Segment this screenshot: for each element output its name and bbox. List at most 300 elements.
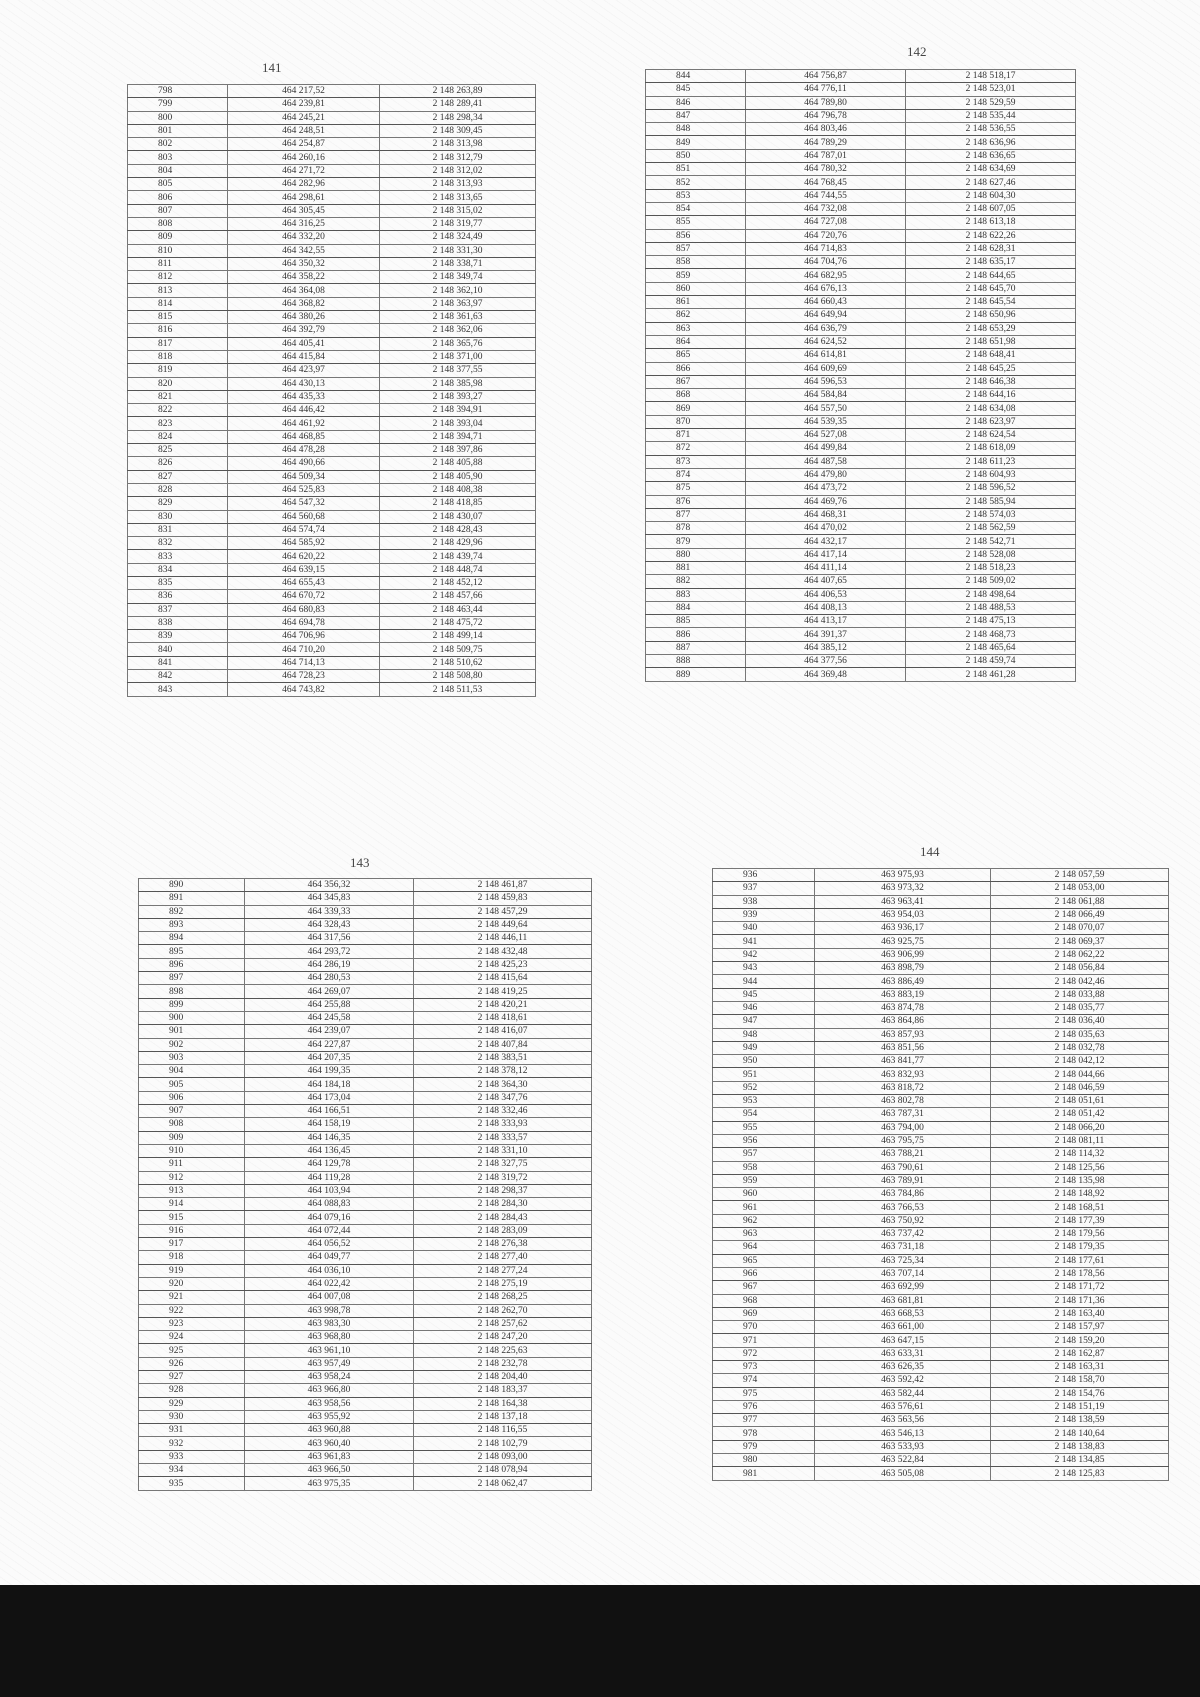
x-coordinate-cell: 464 254,87 — [228, 138, 380, 151]
y-coordinate-cell: 2 148 347,76 — [414, 1091, 592, 1104]
x-coordinate-cell: 464 499,84 — [746, 442, 906, 455]
y-coordinate-cell: 2 148 035,77 — [991, 1001, 1169, 1014]
y-coordinate-cell: 2 148 178,56 — [991, 1267, 1169, 1280]
x-coordinate-cell: 463 925,75 — [815, 935, 991, 948]
table-row — [139, 1291, 592, 1304]
table-row — [646, 335, 1076, 348]
y-coordinate-cell: 2 148 148,92 — [991, 1188, 1169, 1201]
y-coordinate-cell: 2 148 646,38 — [906, 375, 1076, 388]
y-coordinate-cell: 2 148 268,25 — [414, 1291, 592, 1304]
y-coordinate-cell: 2 148 535,44 — [906, 109, 1076, 122]
x-coordinate-cell: 463 975,93 — [815, 869, 991, 882]
y-coordinate-cell: 2 148 475,72 — [380, 616, 536, 629]
x-coordinate-cell: 464 129,78 — [245, 1158, 414, 1171]
y-coordinate-cell: 2 148 036,40 — [991, 1015, 1169, 1028]
x-coordinate-cell: 463 998,78 — [245, 1304, 414, 1317]
table-row — [713, 1081, 1169, 1094]
y-coordinate-cell: 2 148 618,09 — [906, 442, 1076, 455]
table-row — [128, 550, 536, 563]
point-number-cell: 817 — [128, 337, 228, 350]
y-coordinate-cell: 2 148 051,61 — [991, 1095, 1169, 1108]
table-row — [713, 1307, 1169, 1320]
point-number-cell: 857 — [646, 242, 746, 255]
x-coordinate-cell: 464 539,35 — [746, 415, 906, 428]
point-number-cell: 943 — [713, 962, 815, 975]
table-row — [139, 1131, 592, 1144]
point-number-cell: 934 — [139, 1464, 245, 1477]
point-number-cell: 809 — [128, 231, 228, 244]
table-row — [128, 643, 536, 656]
point-number-cell: 847 — [646, 109, 746, 122]
table-row — [139, 1065, 592, 1078]
x-coordinate-cell: 464 350,32 — [228, 257, 380, 270]
point-number-cell: 823 — [128, 417, 228, 430]
y-coordinate-cell: 2 148 164,38 — [414, 1397, 592, 1410]
table-row — [128, 337, 536, 350]
y-coordinate-cell: 2 148 276,38 — [414, 1238, 592, 1251]
x-coordinate-cell: 463 966,80 — [245, 1384, 414, 1397]
point-number-cell: 910 — [139, 1144, 245, 1157]
x-coordinate-cell: 464 780,32 — [746, 163, 906, 176]
point-number-cell: 929 — [139, 1397, 245, 1410]
point-number-cell: 973 — [713, 1360, 815, 1373]
point-number-cell: 951 — [713, 1068, 815, 1081]
point-number-cell: 862 — [646, 309, 746, 322]
x-coordinate-cell: 463 725,34 — [815, 1254, 991, 1267]
y-coordinate-cell: 2 148 627,46 — [906, 176, 1076, 189]
table-row — [139, 892, 592, 905]
table-row — [128, 377, 536, 390]
y-coordinate-cell: 2 148 624,54 — [906, 429, 1076, 442]
table-row — [646, 96, 1076, 109]
table-row — [713, 1347, 1169, 1360]
y-coordinate-cell: 2 148 645,25 — [906, 362, 1076, 375]
point-number-cell: 959 — [713, 1174, 815, 1187]
table-row — [713, 1467, 1169, 1480]
y-coordinate-cell: 2 148 042,46 — [991, 975, 1169, 988]
point-number-cell: 872 — [646, 442, 746, 455]
y-coordinate-cell: 2 148 428,43 — [380, 523, 536, 536]
table-row — [713, 1161, 1169, 1174]
y-coordinate-cell: 2 148 151,19 — [991, 1400, 1169, 1413]
x-coordinate-cell: 463 505,08 — [815, 1467, 991, 1480]
table-row — [713, 1334, 1169, 1347]
y-coordinate-cell: 2 148 257,62 — [414, 1317, 592, 1330]
point-number-cell: 875 — [646, 482, 746, 495]
point-number-cell: 972 — [713, 1347, 815, 1360]
point-number-cell: 813 — [128, 284, 228, 297]
x-coordinate-cell: 464 694,78 — [228, 616, 380, 629]
x-coordinate-cell: 464 525,83 — [228, 483, 380, 496]
y-coordinate-cell: 2 148 312,02 — [380, 164, 536, 177]
table-row — [646, 83, 1076, 96]
y-coordinate-cell: 2 148 061,88 — [991, 895, 1169, 908]
y-coordinate-cell: 2 148 057,59 — [991, 869, 1169, 882]
y-coordinate-cell: 2 148 183,37 — [414, 1384, 592, 1397]
x-coordinate-cell: 463 818,72 — [815, 1081, 991, 1094]
table-row — [128, 537, 536, 550]
table-row — [139, 1078, 592, 1091]
x-coordinate-cell: 464 332,20 — [228, 231, 380, 244]
y-coordinate-cell: 2 148 628,31 — [906, 242, 1076, 255]
point-number-cell: 955 — [713, 1121, 815, 1134]
table-row — [128, 124, 536, 137]
coordinates-table — [127, 84, 536, 697]
point-number-cell: 866 — [646, 362, 746, 375]
y-coordinate-cell: 2 148 446,11 — [414, 932, 592, 945]
x-coordinate-cell: 464 317,56 — [245, 932, 414, 945]
y-coordinate-cell: 2 148 162,87 — [991, 1347, 1169, 1360]
table-row — [128, 231, 536, 244]
table-row — [139, 1437, 592, 1450]
x-coordinate-cell: 463 563,56 — [815, 1414, 991, 1427]
y-coordinate-cell: 2 148 383,51 — [414, 1051, 592, 1064]
table-row — [646, 70, 1076, 83]
point-number-cell: 867 — [646, 375, 746, 388]
point-number-cell: 950 — [713, 1055, 815, 1068]
table-row — [139, 1251, 592, 1264]
x-coordinate-cell: 464 727,08 — [746, 216, 906, 229]
table-row — [713, 1254, 1169, 1267]
x-coordinate-cell: 464 328,43 — [245, 918, 414, 931]
point-number-cell: 898 — [139, 985, 245, 998]
point-number-cell: 912 — [139, 1171, 245, 1184]
x-coordinate-cell: 464 280,53 — [245, 972, 414, 985]
table-row — [713, 1360, 1169, 1373]
point-number-cell: 822 — [128, 404, 228, 417]
table-row — [128, 151, 536, 164]
point-number-cell: 969 — [713, 1307, 815, 1320]
y-coordinate-cell: 2 148 635,17 — [906, 256, 1076, 269]
point-number-cell: 965 — [713, 1254, 815, 1267]
y-coordinate-cell: 2 148 430,07 — [380, 510, 536, 523]
table-row — [713, 1134, 1169, 1147]
point-number-cell: 927 — [139, 1370, 245, 1383]
point-number-cell: 811 — [128, 257, 228, 270]
x-coordinate-cell: 464 461,92 — [228, 417, 380, 430]
point-number-cell: 904 — [139, 1065, 245, 1078]
table-row — [713, 1321, 1169, 1334]
x-coordinate-cell: 463 626,35 — [815, 1360, 991, 1373]
y-coordinate-cell: 2 148 574,03 — [906, 508, 1076, 521]
y-coordinate-cell: 2 148 163,40 — [991, 1307, 1169, 1320]
point-number-cell: 801 — [128, 124, 228, 137]
y-coordinate-cell: 2 148 171,72 — [991, 1281, 1169, 1294]
x-coordinate-cell: 464 430,13 — [228, 377, 380, 390]
y-coordinate-cell: 2 148 069,37 — [991, 935, 1169, 948]
y-coordinate-cell: 2 148 066,49 — [991, 908, 1169, 921]
y-coordinate-cell: 2 148 405,88 — [380, 457, 536, 470]
point-number-cell: 916 — [139, 1224, 245, 1237]
y-coordinate-cell: 2 148 298,34 — [380, 111, 536, 124]
table-row — [139, 1331, 592, 1344]
x-coordinate-cell: 464 706,96 — [228, 630, 380, 643]
point-number-cell: 846 — [646, 96, 746, 109]
x-coordinate-cell: 464 789,80 — [746, 96, 906, 109]
y-coordinate-cell: 2 148 394,71 — [380, 430, 536, 443]
point-number-cell: 860 — [646, 282, 746, 295]
point-number-cell: 885 — [646, 615, 746, 628]
point-number-cell: 958 — [713, 1161, 815, 1174]
y-coordinate-cell: 2 148 518,23 — [906, 561, 1076, 574]
x-coordinate-cell: 464 744,55 — [746, 189, 906, 202]
x-coordinate-cell: 464 509,34 — [228, 470, 380, 483]
table-row — [713, 1454, 1169, 1467]
y-coordinate-cell: 2 148 062,22 — [991, 948, 1169, 961]
y-coordinate-cell: 2 148 385,98 — [380, 377, 536, 390]
point-number-cell: 931 — [139, 1424, 245, 1437]
y-coordinate-cell: 2 148 393,04 — [380, 417, 536, 430]
point-number-cell: 961 — [713, 1201, 815, 1214]
table-row — [139, 1238, 592, 1251]
coordinates-table — [712, 868, 1169, 1481]
table-row — [128, 284, 536, 297]
table-row — [139, 1158, 592, 1171]
y-coordinate-cell: 2 148 362,06 — [380, 324, 536, 337]
y-coordinate-cell: 2 148 177,39 — [991, 1214, 1169, 1227]
x-coordinate-cell: 464 282,96 — [228, 178, 380, 191]
table-row — [713, 988, 1169, 1001]
y-coordinate-cell: 2 148 468,73 — [906, 628, 1076, 641]
y-coordinate-cell: 2 148 562,59 — [906, 522, 1076, 535]
y-coordinate-cell: 2 148 475,13 — [906, 615, 1076, 628]
y-coordinate-cell: 2 148 623,97 — [906, 415, 1076, 428]
y-coordinate-cell: 2 148 425,23 — [414, 958, 592, 971]
x-coordinate-cell: 464 704,76 — [746, 256, 906, 269]
x-coordinate-cell: 464 469,76 — [746, 495, 906, 508]
y-coordinate-cell: 2 148 622,26 — [906, 229, 1076, 242]
x-coordinate-cell: 464 415,84 — [228, 350, 380, 363]
x-coordinate-cell: 463 955,92 — [245, 1410, 414, 1423]
table-row — [128, 523, 536, 536]
point-number-cell: 887 — [646, 641, 746, 654]
y-coordinate-cell: 2 148 313,65 — [380, 191, 536, 204]
y-coordinate-cell: 2 148 033,88 — [991, 988, 1169, 1001]
point-number-cell: 928 — [139, 1384, 245, 1397]
x-coordinate-cell: 463 968,80 — [245, 1331, 414, 1344]
y-coordinate-cell: 2 148 461,28 — [906, 668, 1076, 681]
table-row — [646, 389, 1076, 402]
table-row — [713, 1068, 1169, 1081]
point-number-cell: 923 — [139, 1317, 245, 1330]
table-row — [713, 1294, 1169, 1307]
x-coordinate-cell: 463 960,88 — [245, 1424, 414, 1437]
table-row — [139, 1344, 592, 1357]
x-coordinate-cell: 463 592,42 — [815, 1374, 991, 1387]
point-number-cell: 850 — [646, 149, 746, 162]
point-number-cell: 883 — [646, 588, 746, 601]
page-number: 143 — [350, 855, 370, 870]
table-row — [128, 590, 536, 603]
x-coordinate-cell: 464 614,81 — [746, 349, 906, 362]
point-number-cell: 864 — [646, 335, 746, 348]
x-coordinate-cell: 464 380,26 — [228, 311, 380, 324]
table-row — [646, 495, 1076, 508]
y-coordinate-cell: 2 148 159,20 — [991, 1334, 1169, 1347]
x-coordinate-cell: 463 790,61 — [815, 1161, 991, 1174]
x-coordinate-cell: 463 957,49 — [245, 1357, 414, 1370]
point-number-cell: 893 — [139, 918, 245, 931]
y-coordinate-cell: 2 148 645,54 — [906, 296, 1076, 309]
x-coordinate-cell: 463 737,42 — [815, 1228, 991, 1241]
point-number-cell: 808 — [128, 217, 228, 230]
table-row — [713, 1121, 1169, 1134]
point-number-cell: 905 — [139, 1078, 245, 1091]
x-coordinate-cell: 463 963,41 — [815, 895, 991, 908]
x-coordinate-cell: 464 007,08 — [245, 1291, 414, 1304]
point-number-cell: 886 — [646, 628, 746, 641]
y-coordinate-cell: 2 148 536,55 — [906, 123, 1076, 136]
table-row — [139, 1118, 592, 1131]
table-row — [646, 588, 1076, 601]
x-coordinate-cell: 464 670,72 — [228, 590, 380, 603]
y-coordinate-cell: 2 148 418,61 — [414, 1011, 592, 1024]
table-row — [139, 1198, 592, 1211]
point-number-cell: 855 — [646, 216, 746, 229]
y-coordinate-cell: 2 148 263,89 — [380, 85, 536, 98]
x-coordinate-cell: 463 787,31 — [815, 1108, 991, 1121]
y-coordinate-cell: 2 148 528,08 — [906, 548, 1076, 561]
table-row — [713, 869, 1169, 882]
table-row — [128, 98, 536, 111]
table-row — [646, 296, 1076, 309]
page-number: 144 — [920, 844, 940, 859]
y-coordinate-cell: 2 148 298,37 — [414, 1184, 592, 1197]
point-number-cell: 915 — [139, 1211, 245, 1224]
x-coordinate-cell: 464 217,52 — [228, 85, 380, 98]
table-row — [128, 444, 536, 457]
y-coordinate-cell: 2 148 361,63 — [380, 311, 536, 324]
point-number-cell: 947 — [713, 1015, 815, 1028]
x-coordinate-cell: 464 413,17 — [746, 615, 906, 628]
x-coordinate-cell: 464 173,04 — [245, 1091, 414, 1104]
y-coordinate-cell: 2 148 634,08 — [906, 402, 1076, 415]
table-row — [713, 908, 1169, 921]
table-row — [713, 882, 1169, 895]
y-coordinate-cell: 2 148 315,02 — [380, 204, 536, 217]
point-number-cell: 829 — [128, 497, 228, 510]
table-row — [713, 1201, 1169, 1214]
x-coordinate-cell: 464 248,51 — [228, 124, 380, 137]
point-number-cell: 828 — [128, 483, 228, 496]
x-coordinate-cell: 464 596,53 — [746, 375, 906, 388]
y-coordinate-cell: 2 148 312,79 — [380, 151, 536, 164]
y-coordinate-cell: 2 148 168,51 — [991, 1201, 1169, 1214]
y-coordinate-cell: 2 148 648,41 — [906, 349, 1076, 362]
y-coordinate-cell: 2 148 432,48 — [414, 945, 592, 958]
table-row — [139, 1450, 592, 1463]
x-coordinate-cell: 463 789,91 — [815, 1174, 991, 1187]
table-row — [139, 1211, 592, 1224]
x-coordinate-cell: 464 649,94 — [746, 309, 906, 322]
table-row — [713, 1055, 1169, 1068]
table-row — [646, 655, 1076, 668]
point-number-cell: 894 — [139, 932, 245, 945]
y-coordinate-cell: 2 148 651,98 — [906, 335, 1076, 348]
x-coordinate-cell: 464 560,68 — [228, 510, 380, 523]
table-row — [646, 468, 1076, 481]
x-coordinate-cell: 463 647,15 — [815, 1334, 991, 1347]
y-coordinate-cell: 2 148 078,94 — [414, 1464, 592, 1477]
point-number-cell: 870 — [646, 415, 746, 428]
y-coordinate-cell: 2 148 140,64 — [991, 1427, 1169, 1440]
x-coordinate-cell: 464 269,07 — [245, 985, 414, 998]
x-coordinate-cell: 464 655,43 — [228, 576, 380, 589]
point-number-cell: 800 — [128, 111, 228, 124]
x-coordinate-cell: 464 585,92 — [228, 537, 380, 550]
point-number-cell: 960 — [713, 1188, 815, 1201]
x-coordinate-cell: 463 954,03 — [815, 908, 991, 921]
table-row — [128, 656, 536, 669]
point-number-cell: 863 — [646, 322, 746, 335]
y-coordinate-cell: 2 148 518,17 — [906, 70, 1076, 83]
y-coordinate-cell: 2 148 509,02 — [906, 575, 1076, 588]
y-coordinate-cell: 2 148 179,56 — [991, 1228, 1169, 1241]
x-coordinate-cell: 464 358,22 — [228, 271, 380, 284]
point-number-cell: 966 — [713, 1267, 815, 1280]
point-number-cell: 806 — [128, 191, 228, 204]
table-row — [713, 1440, 1169, 1453]
x-coordinate-cell: 463 961,10 — [245, 1344, 414, 1357]
point-number-cell: 881 — [646, 561, 746, 574]
point-number-cell: 877 — [646, 508, 746, 521]
table-row — [128, 576, 536, 589]
table-row — [128, 244, 536, 257]
table-row — [139, 1051, 592, 1064]
point-number-cell: 900 — [139, 1011, 245, 1024]
table-row — [646, 641, 1076, 654]
x-coordinate-cell: 464 377,56 — [746, 655, 906, 668]
y-coordinate-cell: 2 148 102,79 — [414, 1437, 592, 1450]
y-coordinate-cell: 2 148 157,97 — [991, 1321, 1169, 1334]
y-coordinate-cell: 2 148 463,44 — [380, 603, 536, 616]
table-row — [646, 242, 1076, 255]
x-coordinate-cell: 463 883,19 — [815, 988, 991, 1001]
table-row — [128, 164, 536, 177]
y-coordinate-cell: 2 148 284,43 — [414, 1211, 592, 1224]
x-coordinate-cell: 464 639,15 — [228, 563, 380, 576]
point-number-cell: 941 — [713, 935, 815, 948]
y-coordinate-cell: 2 148 408,38 — [380, 483, 536, 496]
point-number-cell: 865 — [646, 349, 746, 362]
point-number-cell: 942 — [713, 948, 815, 961]
table-row — [139, 1264, 592, 1277]
table-row — [128, 630, 536, 643]
x-coordinate-cell: 464 479,80 — [746, 468, 906, 481]
y-coordinate-cell: 2 148 394,91 — [380, 404, 536, 417]
point-number-cell: 852 — [646, 176, 746, 189]
point-number-cell: 849 — [646, 136, 746, 149]
x-coordinate-cell: 463 973,32 — [815, 882, 991, 895]
y-coordinate-cell: 2 148 125,56 — [991, 1161, 1169, 1174]
y-coordinate-cell: 2 148 327,75 — [414, 1158, 592, 1171]
table-row — [713, 962, 1169, 975]
y-coordinate-cell: 2 148 363,97 — [380, 297, 536, 310]
x-coordinate-cell: 464 487,58 — [746, 455, 906, 468]
point-number-cell: 896 — [139, 958, 245, 971]
point-number-cell: 920 — [139, 1277, 245, 1290]
x-coordinate-cell: 464 446,42 — [228, 404, 380, 417]
x-coordinate-cell: 464 260,16 — [228, 151, 380, 164]
table-row — [139, 1304, 592, 1317]
y-coordinate-cell: 2 148 488,53 — [906, 601, 1076, 614]
table-row — [713, 1387, 1169, 1400]
x-coordinate-cell: 464 435,33 — [228, 390, 380, 403]
point-number-cell: 968 — [713, 1294, 815, 1307]
x-coordinate-cell: 463 582,44 — [815, 1387, 991, 1400]
x-coordinate-cell: 464 166,51 — [245, 1105, 414, 1118]
table-row — [713, 935, 1169, 948]
